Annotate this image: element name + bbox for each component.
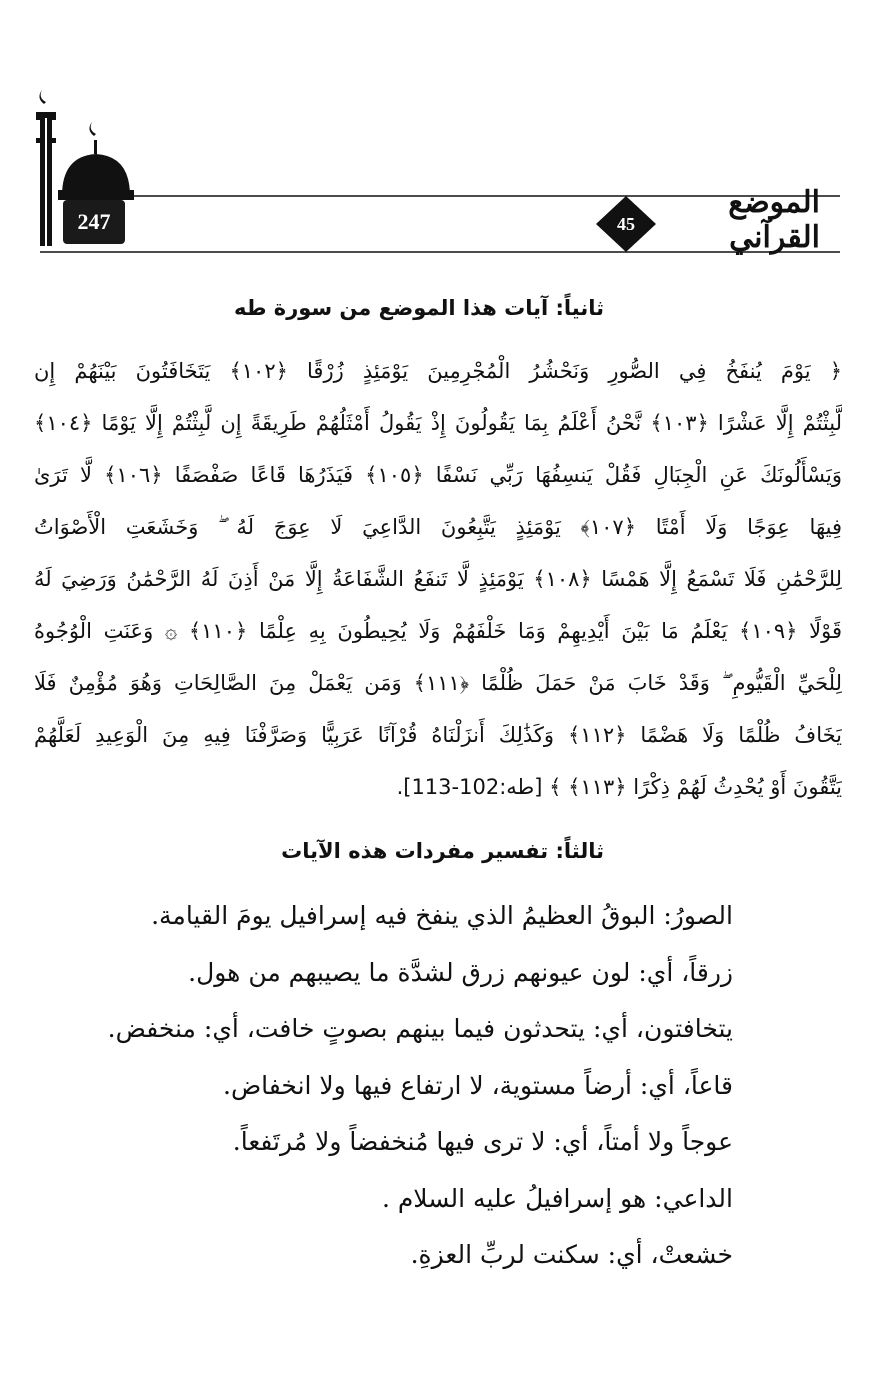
section-three-heading: ثالثاً: تفسير مفردات هذه الآيات [281,839,604,863]
definition-item: زرقاً، أي: لون عيونهم زرق لشدَّة ما يصيبهم من هول. [188,957,733,987]
verse-line: لِلرَّحْمَٰنِ فَلَا تَسْمَعُ إِلَّا هَمْسًا ﴿١٠٨﴾ يَوْمَئِذٍ لَّا تَنفَعُ الشَّفَاعَةُ إِلَّا مَنْ أَذِنَ لَهُ الرَّحْمَٰنُ وَرَضِيَ لَهُ [34,567,842,591]
definition-item: خشعتْ، أي: سكنت لربِّ العزةِ. [410,1240,733,1269]
verse-line: لَّبِثْتُمْ إِلَّا عَشْرًا ﴿١٠٣﴾ نَّحْنُ أَعْلَمُ بِمَا يَقُولُونَ إِذْ يَقُولُ أَمْثَلُهُمْ طَرِيقَةً إِن لَّبِثْتُمْ إِلَّا يَوْمًا ﴿١٠٤﴾ [34,411,842,435]
definition-item: يتخافتون، أي: يتحدثون فيما بينهم بصوتٍ خافت، أي: منخفض. [107,1014,733,1043]
verse-line: يَخَافُ ظُلْمًا وَلَا هَضْمًا ﴿١١٢﴾ وَكَذَٰلِكَ أَنزَلْنَاهُ قُرْآنًا عَرَبِيًّا وَصَرَّفْنَا فِيهِ مِنَ الْوَعِيدِ لَعَلَّهُمْ [34,723,842,747]
definition-item: الداعي: هو إسرافيلُ عليه السلام . [381,1183,733,1213]
section-two-heading: ثانياً: آيات هذا الموضع من سورة طه [233,296,604,320]
verse-line-citation: يَتَّقُونَ أَوْ يُحْدِثُ لَهُمْ ذِكْرًا ﴿١١٣﴾ ﴾ [طه:102-113]. [396,775,842,799]
verse-line: ﴿ يَوْمَ يُنفَخُ فِي الصُّورِ وَنَحْشُرُ الْمُجْرِمِينَ يَوْمَئِذٍ زُرْقًا ﴿١٠٢﴾ يَتَخَافَتُونَ بَيْنَهُمْ إِن [34,359,842,383]
section-number: 45 [617,213,635,234]
book-title-logo: الموضع القرآني [728,185,820,255]
verse-line: فِيهَا عِوَجًا وَلَا أَمْتًا ﴿١٠٧﴾ يَوْمَئِذٍ يَتَّبِعُونَ الدَّاعِيَ لَا عِوَجَ لَهُ ۖ وَخَشَعَتِ الْأَصْوَاتُ [34,515,842,539]
definition-item: عوجاً ولا أمتاً، أي: لا ترى فيها مُنخفضاً ولا مُرتَفعاً. [232,1127,733,1156]
verse-line: وَيَسْأَلُونَكَ عَنِ الْجِبَالِ فَقُلْ يَنسِفُهَا رَبِّي نَسْفًا ﴿١٠٥﴾ فَيَذَرُهَا قَاعًا صَفْصَفًا ﴿١٠٦﴾ لَّا تَرَىٰ [34,463,842,487]
page-header [0,0,879,290]
mosque-dome-icon [58,122,134,200]
definition-item: قاعاً، أي: أرضاً مستوية، لا ارتفاع فيها ولا انخفاض. [223,1070,733,1100]
minaret-icon [36,90,56,246]
quran-verses [34,345,842,813]
page-number: 247 [63,200,125,244]
verse-line: قَوْلًا ﴿١٠٩﴾ يَعْلَمُ مَا بَيْنَ أَيْدِيهِمْ وَمَا خَلْفَهُمْ وَلَا يُحِيطُونَ بِهِ عِلْمًا ﴿١١٠﴾ ۞ وَعَنَتِ الْوُجُوهُ [34,619,842,643]
definition-item: الصورُ: البوقُ العظيمُ الذي ينفخ فيه إسرافيل يومَ القيامة. [151,901,733,930]
verse-line: لِلْحَيِّ الْقَيُّومِ ۖ وَقَدْ خَابَ مَنْ حَمَلَ ظُلْمًا ﴿١١١﴾ وَمَن يَعْمَلْ مِنَ الصَّالِحَاتِ وَهُوَ مُؤْمِنٌ فَلَا [34,671,842,695]
vocabulary-definitions [33,888,733,1284]
